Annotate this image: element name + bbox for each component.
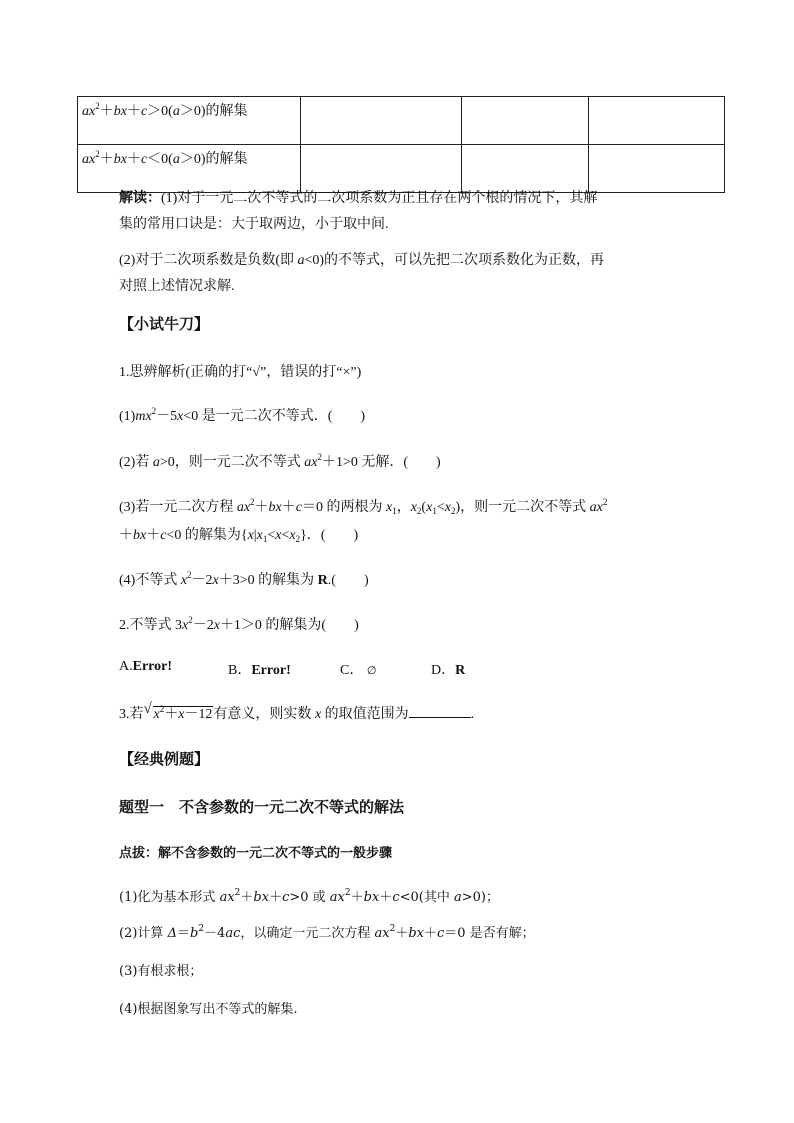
table-row (78, 145, 725, 193)
table-cell (301, 97, 462, 145)
table-cell-label: $ax^2+bx+c<0(a>0)$的解集 (78, 145, 301, 193)
table-row (78, 97, 725, 145)
q1-intro: 1.思辨解析(正确的打“√”，错误的打“×”) (119, 365, 362, 380)
tips-step-2: (2)计算 $\Delta=b^2-4ac$，以确定一元二次方程 $ax^2+bx+c=0$ 是否有解； (119, 924, 535, 941)
q3-stem: 3.若 √ $x^2+x-12$有意义，则实数 x 的取值范围为 . (119, 701, 475, 722)
table-cell (462, 145, 589, 193)
square-root-expression: √ $x^2+x-12$ (143, 701, 213, 722)
section-heading-practice: 【小试牛刀】 (119, 317, 210, 333)
answer-blank[interactable] (409, 705, 471, 718)
reading-line-3: (2)对于二次项系数是负数(即 a<0)的不等式，可以先把二次项系数化为正数，再 (119, 253, 605, 268)
q1-item-2: (2)若 a>0，则一元二次不等式 $ax^2+1>0$ 无解．( ) (119, 452, 441, 470)
tips-step-4: (4)根据图象写出不等式的解集. (119, 1002, 298, 1017)
empty-set-icon: ∅ (366, 665, 377, 677)
solution-table (77, 96, 725, 193)
q2-stem: 2.不等式 $3x^2-2x+1>0$ 的解集为( ) (119, 615, 359, 633)
q1-item-3-line-2: ＋bx＋c<0 的解集为$\{x|x_1<x<x_2\}$．( ) (119, 528, 359, 544)
section-heading-examples: 【经典例题】 (119, 752, 210, 768)
q2-option-c: C． ∅ (340, 663, 377, 678)
q2-option-d: D．R (431, 663, 466, 678)
q1-item-4: (4)不等式 $x^2-2x+3>0$ 的解集为 R.( ) (119, 570, 369, 588)
table-cell (301, 145, 462, 193)
tips-title: 点拔：解不含参数的一元二次不等式的一般步骤 (119, 846, 393, 861)
tips-step-3: (3)有根求根； (119, 964, 203, 979)
q1-item-1: $(1)mx^2-5x<0$ 是一元二次不等式．( ) (119, 406, 366, 424)
topic-title: 题型一 不含参数的一元二次不等式的解法 (119, 800, 405, 816)
tips-step-1: (1)化为基本形式 $ax^2+bx+c>0$ 或 $ax^2+bx+c<0$(其中 a>0)； (119, 888, 499, 905)
q2-option-b: B．Error! (228, 663, 291, 678)
table-cell (589, 145, 725, 193)
table-cell-label: $ax^2+bx+c>0(a>0)$的解集 (78, 97, 301, 145)
table-cell (589, 97, 725, 145)
reading-line-1: 解读：(1)对于一元二次不等式的二次项系数为正且存在两个根的情况下，其解 (119, 191, 598, 206)
table-cell (462, 97, 589, 145)
q1-item-3-line-1: (3)若一元二次方程 $ax^2+bx+c=0$ 的两根为 $x_1$，$x_2(x_1<x_2)$，则一元二次不等式 $ax^2$ (119, 497, 608, 516)
reading-line-2: 集的常用口诀是：大于取两边，小于取中间. (119, 217, 389, 232)
q2-option-a: A.Error! (119, 659, 173, 674)
radical-sign-icon: √ (143, 701, 152, 717)
reading-line-4: 对照上述情况求解. (119, 279, 235, 294)
